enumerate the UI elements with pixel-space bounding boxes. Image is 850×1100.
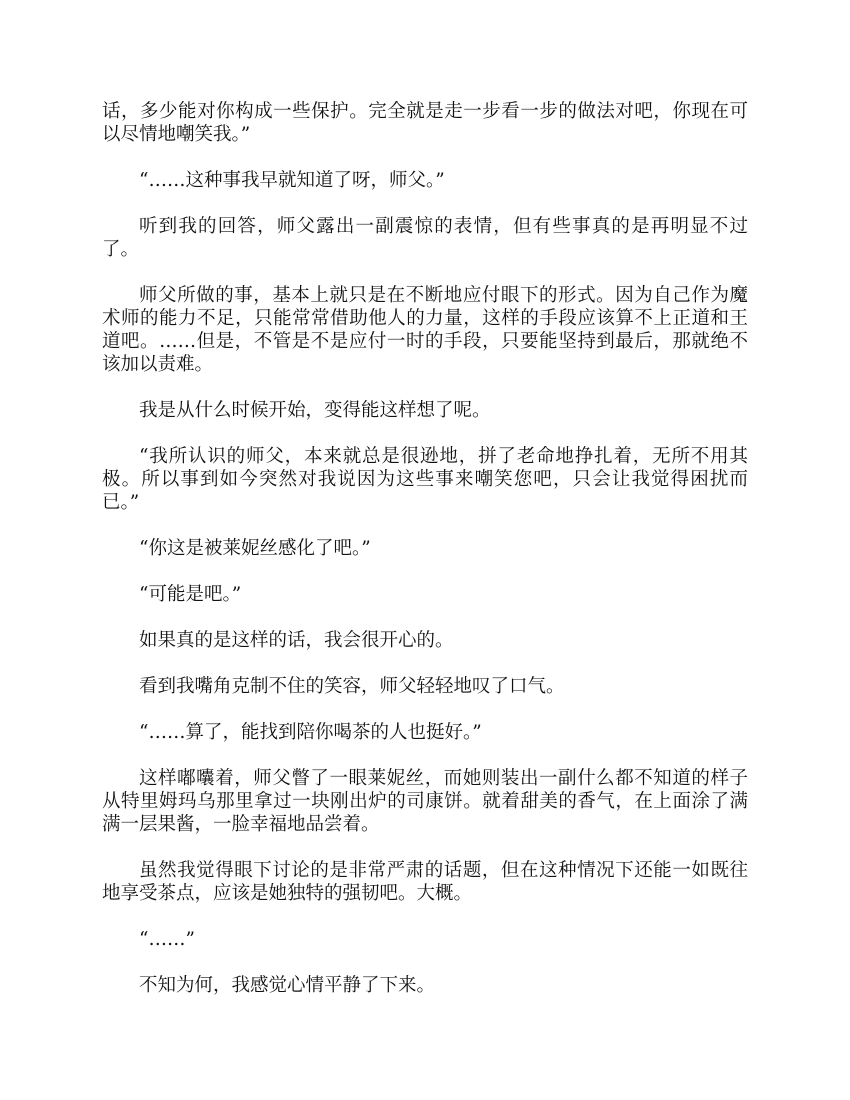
paragraph: 看到我嘴角克制不住的笑容，师父轻轻地叹了口气。 <box>139 676 565 697</box>
paragraph: “可能是吧。” <box>139 584 242 605</box>
paragraph: “……算了，能找到陪你喝茶的人也挺好。” <box>139 722 482 743</box>
paragraph: 话，多少能对你构成一些保护。完全就是走一步看一步的做法对吧，你现在可以尽情地嘲笑我。” <box>102 101 748 145</box>
paragraph: 师父所做的事，基本上就只是在不断地应付眼下的形式。因为自己作为魔术师的能力不足，只能常常借助他人的力量，这样的手段应该算不上正道和王道吧。……但是，不管是不是应付一时的手段，只要能坚持到最后，那就绝不该加以责难。 <box>102 285 748 375</box>
paragraph: 听到我的回答，师父露出一副震惊的表情，但有些事真的是再明显不过了。 <box>102 216 748 260</box>
paragraph: “……这种事我早就知道了呀，师父。” <box>139 170 445 191</box>
document-page <box>102 100 748 1020</box>
paragraph: 不知为何，我感觉心情平静了下来。 <box>139 975 436 996</box>
paragraph: “……” <box>139 929 195 950</box>
paragraph: 虽然我觉得眼下讨论的是非常严肃的话题，但在这种情况下还能一如既往地享受茶点，应该是她独特的强韧吧。大概。 <box>102 860 748 904</box>
paragraph: “我所认识的师父，本来就总是很逊地，拼了老命地挣扎着，无所不用其极。所以事到如今突然对我说因为这些事来嘲笑您吧，只会让我觉得困扰而已。” <box>102 446 748 513</box>
paragraph: “你这是被莱妮丝感化了吧。” <box>139 538 371 559</box>
paragraph: 如果真的是这样的话，我会很开心的。 <box>139 630 454 651</box>
paragraph: 我是从什么时候开始，变得能这样想了呢。 <box>139 400 491 421</box>
paragraph: 这样嘟囔着，师父瞥了一眼莱妮丝，而她则装出一副什么都不知道的样子从特里姆玛乌那里拿过一块刚出炉的司康饼。就着甜美的香气，在上面涂了满满一层果酱，一脸幸福地品尝着。 <box>102 768 748 835</box>
